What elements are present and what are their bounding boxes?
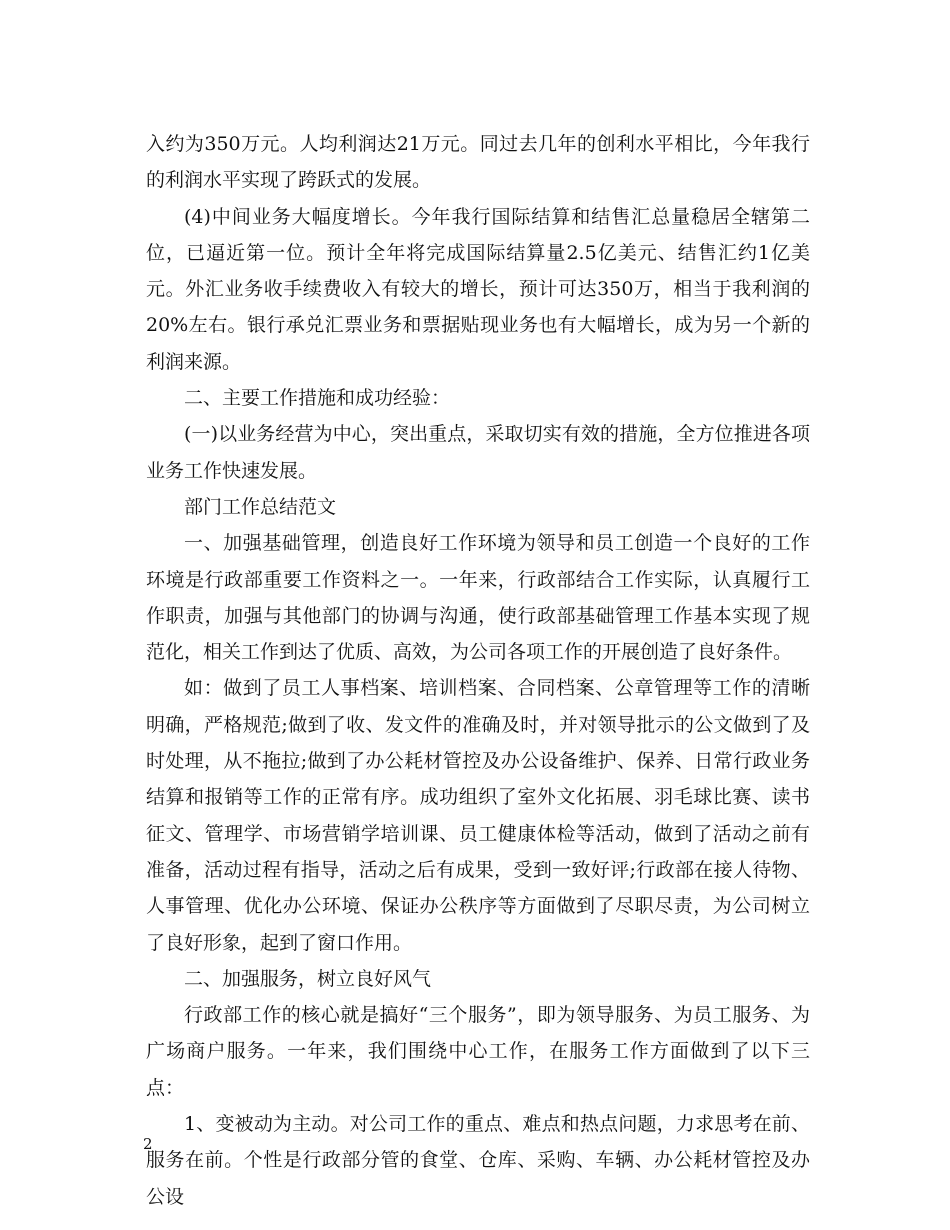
paragraph-business-center: (一)以业务经营为中心，突出重点，采取切实有效的措施，全方位推进各项业务工作快速发展。 bbox=[146, 423, 810, 482]
section-heading-measures: 二、主要工作措施和成功经验： bbox=[184, 387, 451, 410]
section-heading-service: 二、加强服务，树立良好风气 bbox=[184, 967, 432, 990]
document-body bbox=[146, 126, 810, 1215]
paragraph-intermediary-business: (4)中间业务大幅度增长。今年我行国际结算和结售汇总量稳居全辖第二位，已逼近第一位。预计全年将完成国际结算量2.5亿美元、结售汇约1亿美元。外汇业务收手续费收入有较大的增长，预计可达350万，相当于我利润的20%左右。银行承兑汇票业务和票据贴现业务也有大幅增长，成为另一个新的利润来源。 bbox=[146, 205, 810, 373]
paragraph-profit: 入约为350万元。人均利润达21万元。同过去几年的创利水平相比，今年我行的利润水平实现了跨跃式的发展。 bbox=[146, 133, 810, 192]
document-subtitle: 部门工作总结范文 bbox=[184, 495, 337, 518]
paragraph-basic-management: 一、加强基础管理，创造良好工作环境为领导和员工创造一个良好的工作环境是行政部重要工作资料之一。一年来，行政部结合工作实际，认真履行工作职责，加强与其他部门的协调与沟通，使行政部基础管理工作基本实现了规范化，相关工作到达了优质、高效，为公司各项工作的开展创造了良好条件。 bbox=[146, 532, 810, 664]
paragraph-three-services: 行政部工作的核心就是搞好“三个服务”，即为领导服务、为员工服务、为广场商户服务。一年来，我们围绕中心工作，在服务工作方面做到了以下三点： bbox=[146, 1004, 810, 1099]
paragraph-examples: 如：做到了员工人事档案、培训档案、合同档案、公章管理等工作的清晰明确，严格规范;做到了收、发文件的准确及时，并对领导批示的公文做到了及时处理，从不拖拉;做到了办公耗材管控及办公设备维护、保养、日常行政业务结算和报销等工作的正常有序。成功组织了室外文化拓展、羽毛球比赛、读书征文、管理学、市场营销学培训课、员工健康体检等活动，做到了活动之前有准备，活动过程有指导，活动之后有成果，受到一致好评;行政部在接人待物、人事管理、优化办公环境、保证办公秩序等方面做到了尽职尽责，为公司树立了良好形象，起到了窗口作用。 bbox=[146, 677, 810, 954]
paragraph-proactive: 1、变被动为主动。对公司工作的重点、难点和热点问题，力求思考在前、服务在前。个性是行政部分管的食堂、仓库、采购、车辆、办公耗材管控及办公设 bbox=[146, 1113, 810, 1208]
page-number: 2 bbox=[143, 1135, 153, 1153]
